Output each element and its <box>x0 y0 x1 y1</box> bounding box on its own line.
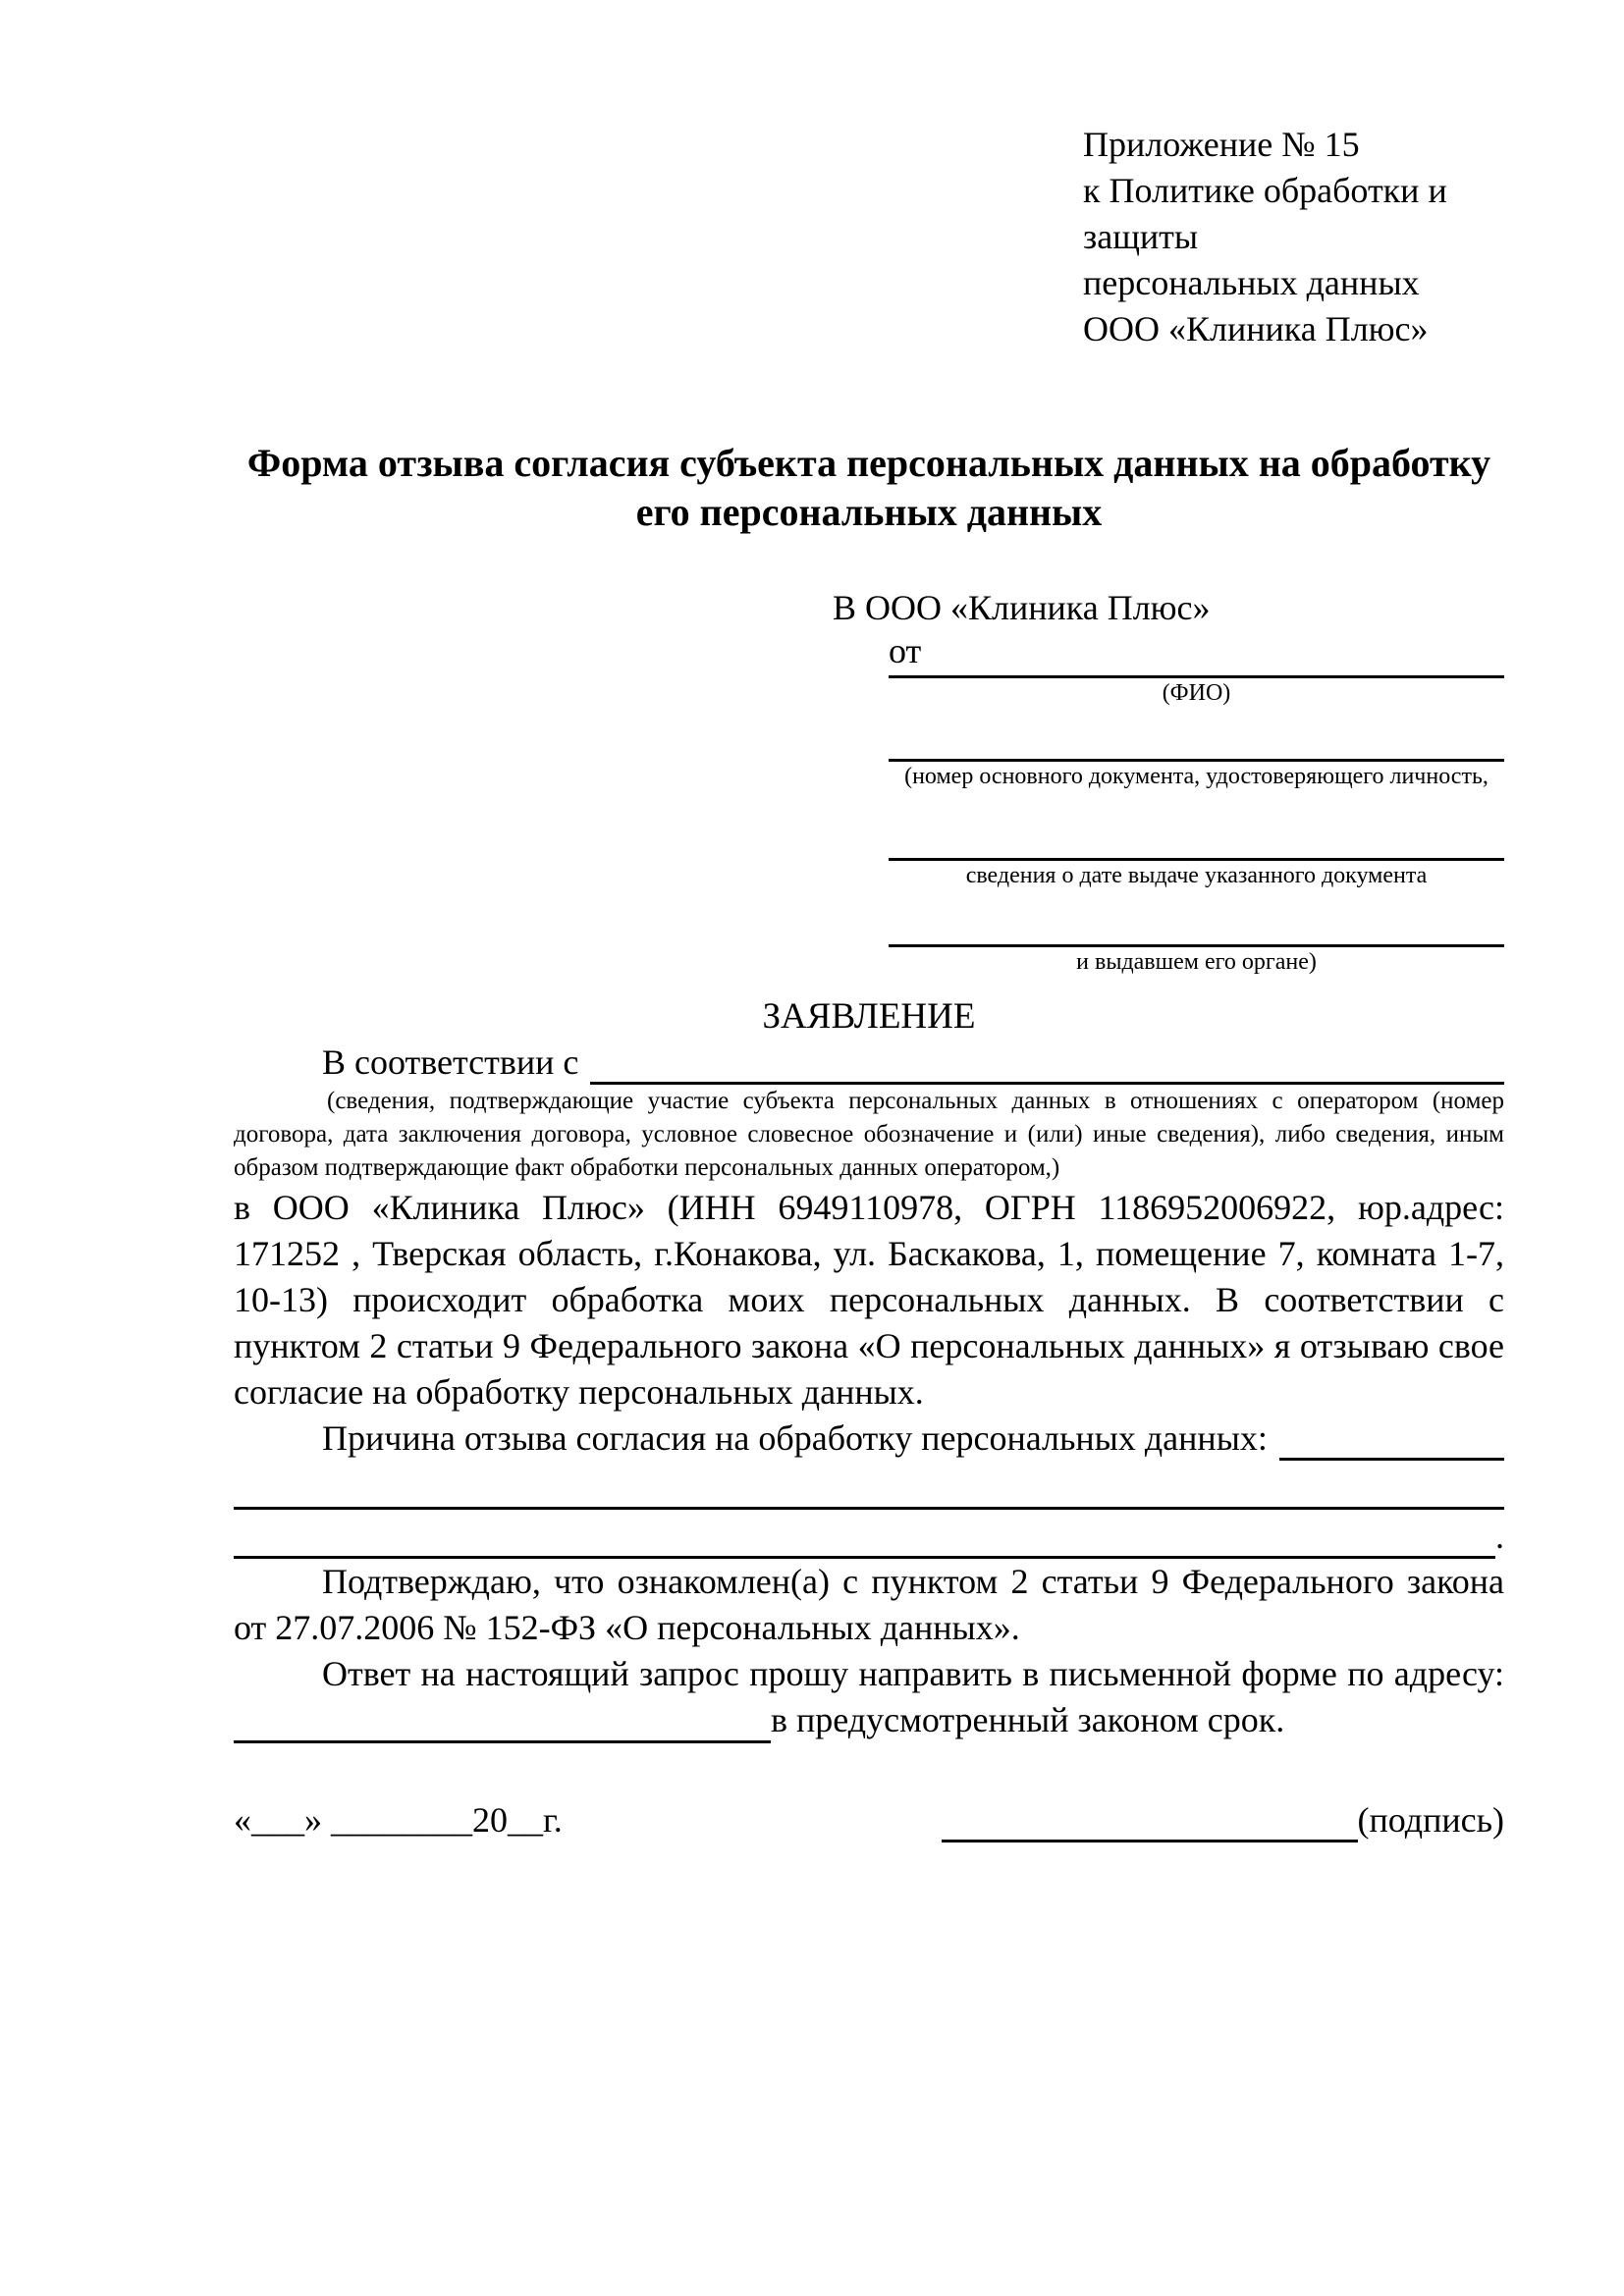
appendix-header-line: персональных данных <box>1083 263 1420 302</box>
statement-heading: ЗАЯВЛЕНИЕ <box>762 996 976 1037</box>
accordance-prefix: В соответствии с <box>322 1042 579 1082</box>
appendix-header-line: ООО «Клиника Плюс» <box>1083 309 1429 348</box>
addressee-organization: В ООО «Клиника Плюс» <box>833 588 1211 627</box>
date-line: «___» ________20__г. <box>234 1800 563 1840</box>
main-paragraph: в ООО «Клиника Плюс» (ИНН 6949110978, ОГРН 1186952006922, юр.адрес: 171252 , Тверская область, г.Конакова, ул. Баскакова, 1, помещение 7, комната 1-7, 10-13) происходит обработка моих персональных данных. В соответствии с пунктом 2 статьи 9 Федерального закона «О персональных данных» я отзываю свое согласие на обработку персональных данных. <box>234 1188 1504 1412</box>
page-title: Форма отзыва согласия субъекта персональных данных на обработку его персональных данных <box>246 441 1491 534</box>
fio-caption: (ФИО) <box>1162 680 1231 706</box>
reason-line <box>234 1415 1504 1461</box>
addressee-from-label: от <box>889 631 922 670</box>
reply-address-blank-line <box>234 1740 771 1743</box>
signature-blank-line <box>942 1800 1358 1842</box>
reason-prefix: Причина отзыва согласия на обработку персональных данных: <box>322 1418 1268 1458</box>
confirmation-paragraph: Подтверждаю, что ознакомлен(а) с пунктом 2 статьи 9 Федерального закона от 27.07.2006 № 152-ФЗ «О персональных данных». <box>234 1562 1504 1647</box>
document-content <box>234 0 1504 1842</box>
doc-number-caption: (номер основного документа, удостоверяющего личность, <box>904 764 1489 789</box>
reply-request-line: Ответ на настоящий запрос прошу направить в письменной форме по адресу: <box>322 1654 1504 1693</box>
issuing-authority-caption: и выдавшем его органе) <box>1076 949 1317 975</box>
addressee-block <box>833 586 1504 977</box>
appendix-header <box>1083 122 1504 352</box>
appendix-header-line: Приложение № 15 <box>1083 125 1360 164</box>
reason-extra-blank-row <box>234 1510 1504 1559</box>
footnote-text: (сведения, подтверждающие участие субъекта персональных данных в отношениях с оператором (номер договора, дата заключения договора, условное словесное обозначение и (или) иные сведения), либо сведения, иным образом подтверждающие факт обработки персональных данных оператором,) <box>234 1088 1504 1181</box>
reply-address-row <box>234 1697 1504 1743</box>
signature-row <box>234 1797 1504 1842</box>
issue-date-caption: сведения о дате выдаче указанного документа <box>965 863 1428 888</box>
accordance-line <box>234 1040 1504 1085</box>
appendix-header-line: к Политике обработки и защиты <box>1083 171 1447 256</box>
signature-caption: (подпись) <box>1357 1800 1504 1840</box>
reason-extra-blank-row <box>234 1461 1504 1510</box>
signature-group <box>942 1797 1504 1842</box>
reason-period: . <box>1495 1517 1504 1556</box>
reason-extra-blank-line-1 <box>234 1507 1504 1510</box>
reason-blank-line <box>1279 1458 1504 1461</box>
reply-suffix: в предусмотренный законом срок. <box>771 1700 1285 1739</box>
